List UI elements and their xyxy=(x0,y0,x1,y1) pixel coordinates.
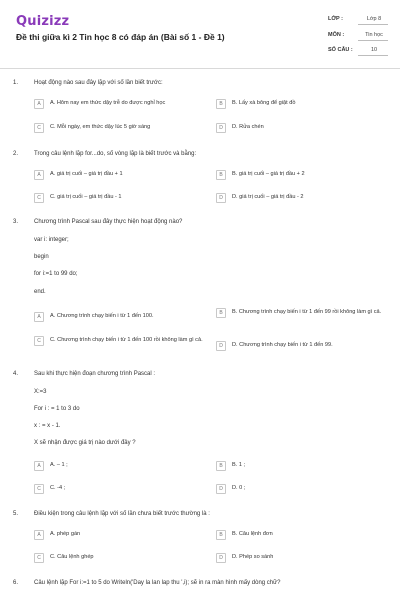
grade-underline xyxy=(358,24,388,25)
subject-value: Tin học xyxy=(365,32,383,38)
option-text: B. Câu lệnh đơn xyxy=(232,531,273,537)
option-letter-box: B xyxy=(216,461,226,471)
option-letter-box: D xyxy=(216,123,226,133)
question-number: 1. xyxy=(13,80,19,86)
option-letter-box: C xyxy=(34,484,44,494)
quizizz-logo: Quizizz xyxy=(16,14,70,29)
subject-underline xyxy=(358,40,388,41)
code-line: for i:=1 to 99 do; xyxy=(34,271,78,277)
option-letter-box: C xyxy=(34,553,44,563)
option-letter-box: C xyxy=(34,123,44,133)
question-number: 4. xyxy=(13,371,19,377)
option-text: D. 0 ; xyxy=(232,485,246,491)
grade-value: Lớp 8 xyxy=(366,16,382,22)
option-text: A. giá trị cuối – giá trị đầu + 1 xyxy=(50,171,123,177)
option-letter-box: A xyxy=(34,312,44,322)
option-letter-box: A xyxy=(34,461,44,471)
question-count-underline xyxy=(358,55,388,56)
option-letter-box: A xyxy=(34,530,44,540)
option-letter-box: B xyxy=(216,530,226,540)
option-text: A. phép gán xyxy=(50,531,81,537)
option-text: A. – 1 ; xyxy=(50,462,68,468)
code-line: end. xyxy=(34,289,46,295)
option-text: C. Mỗi ngày, em thức dậy lúc 5 giờ sáng xyxy=(50,124,151,130)
question-number: 3. xyxy=(13,219,19,225)
question-text: Chương trình Pascal sau đây thực hiện hoạt động nào? xyxy=(34,219,183,225)
option-text: C. Câu lệnh ghép xyxy=(50,554,94,560)
question-text: Hoạt động nào sau đây lặp với số lần biết trước: xyxy=(34,80,163,86)
option-letter-box: B xyxy=(216,170,226,180)
option-text: A. Chương trình chạy biến i từ 1 đến 100. xyxy=(50,313,154,319)
question-text: Câu lệnh lặp For i:=1 to 5 do Writeln('Day la lan lap thu ',i); sẽ in ra màn hình mấy dòng chữ? xyxy=(34,580,281,586)
code-line: For i : = 1 to 3 do xyxy=(34,406,80,412)
option-letter-box: D xyxy=(216,341,226,351)
option-letter-box: A xyxy=(34,99,44,109)
option-letter-box: C xyxy=(34,336,44,346)
option-letter-box: B xyxy=(216,308,226,318)
worksheet-title: Đề thi giữa kì 2 Tin học 8 có đáp án (Bài số 1 - Đề 1) xyxy=(16,32,225,42)
question-count-value: 10 xyxy=(370,47,378,53)
option-text: B. giá trị cuối – giá trị đầu + 2 xyxy=(232,171,305,177)
option-letter-box: D xyxy=(216,553,226,563)
question-number: 2. xyxy=(13,151,19,157)
code-line: begin xyxy=(34,254,49,260)
option-text: C. giá trị cuối – giá trị đầu - 1 xyxy=(50,194,122,200)
question-count-label: SỐ CÂU : xyxy=(328,47,353,53)
option-text: B. Lấy xà bông để giặt đồ xyxy=(232,100,296,106)
option-text: C. -4 ; xyxy=(50,485,66,491)
option-text: D. giá trị cuối – giá trị đầu - 2 xyxy=(232,194,304,200)
option-text: D. Chương trình chạy biến i từ 1 đến 99. xyxy=(232,342,333,348)
option-letter-box: D xyxy=(216,484,226,494)
question-number: 6. xyxy=(13,580,19,586)
question-text: Trong câu lệnh lặp for...do, số vòng lặp là biết trước và bằng: xyxy=(34,151,197,157)
header-divider xyxy=(0,68,400,69)
option-letter-box: B xyxy=(216,99,226,109)
option-text: B. Chương trình chạy biến i từ 1 đến 99 rồi không làm gì cả. xyxy=(232,309,382,315)
question-prompt: X sẽ nhận được giá trị nào dưới đây ? xyxy=(34,440,136,446)
worksheet-header xyxy=(0,0,400,72)
option-text: B. 1 ; xyxy=(232,462,246,468)
subject-label: MÔN : xyxy=(328,32,345,38)
code-line: var i: integer; xyxy=(34,237,69,243)
code-line: x : = x - 1. xyxy=(34,423,61,429)
option-text: A. Hôm nay em thức dậy trễ do được nghỉ học xyxy=(50,100,166,106)
grade-label: LỚP : xyxy=(328,16,343,22)
option-letter-box: A xyxy=(34,170,44,180)
option-letter-box: C xyxy=(34,193,44,203)
question-number: 5. xyxy=(13,511,19,517)
option-text: D. Rửa chén xyxy=(232,124,264,130)
option-text: D. Phép so sánh xyxy=(232,554,274,560)
option-letter-box: D xyxy=(216,193,226,203)
code-line: X:=3 xyxy=(34,389,47,395)
question-text: Sau khi thực hiện đoạn chương trình Pascal : xyxy=(34,371,156,377)
option-text: C. Chương trình chạy biến i từ 1 đến 100 rồi không làm gì cả. xyxy=(50,337,203,343)
question-text: Điều kiện trong câu lệnh lặp với số lần chưa biết trước thường là : xyxy=(34,511,210,517)
